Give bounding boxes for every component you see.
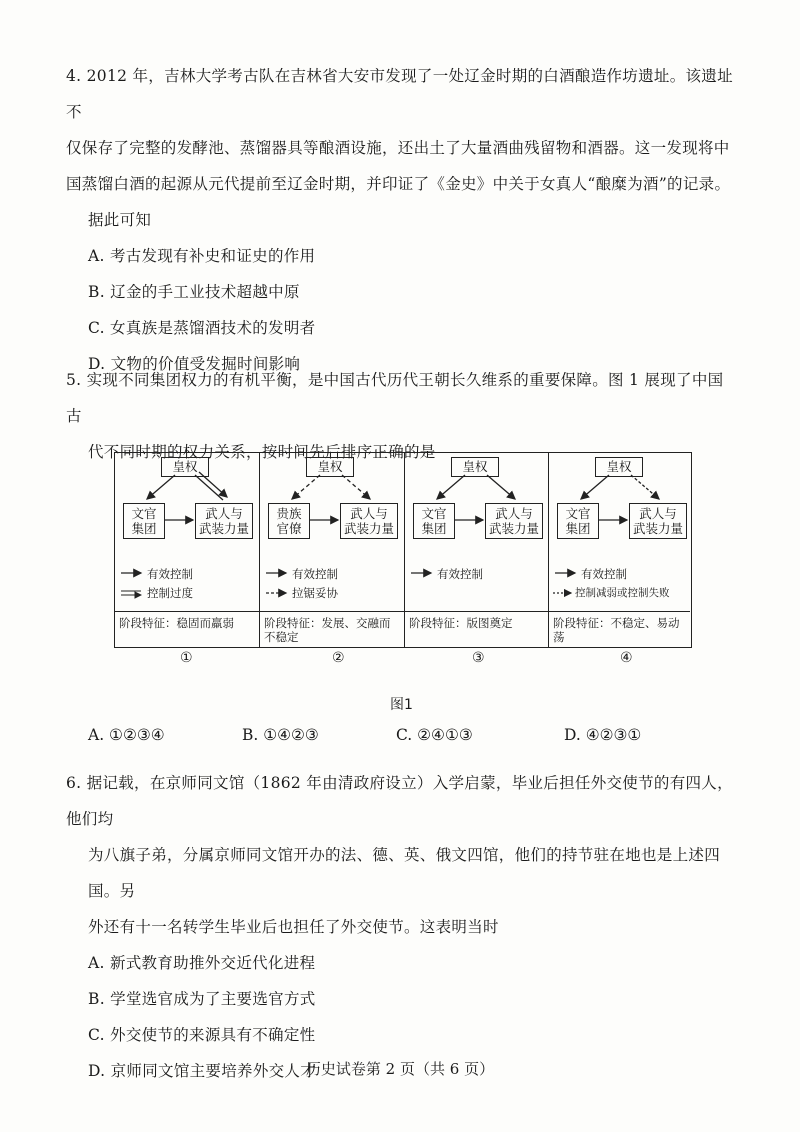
question-4 [66,58,736,382]
q6-option-c[interactable]: C. 外交使节的来源具有不确定性 [88,1026,316,1044]
q6-stem-line: 外还有十一名转学生毕业后也担任了外交使节。这表明当时 [88,918,499,936]
panel-1-emperor-box: 皇权 [161,457,209,477]
panel-2-stage: 阶段特征：发展、交融而不稳定 [260,611,404,644]
panel-4-legend-weakened: 控制减弱或控制失败 [575,587,670,599]
panel-1-number: ① [180,650,193,666]
panel-2-legend-effective: 有效控制 [292,567,338,581]
q4-stem-line: 仅保存了完整的发酵池、蒸馏器具等酿酒设施，还出土了大量酒曲残留物和酒器。这一发现将中 [66,139,730,157]
q4-option-d[interactable]: D. 文物的价值受发掘时间影响 [88,355,301,373]
panel-2-number: ② [332,650,345,666]
q4-option-a[interactable]: A. 考古发现有补史和证史的作用 [88,247,316,265]
panel-1-legend-effective: 有效控制 [147,567,193,581]
q5-option-c[interactable]: C. ②④①③ [396,726,473,744]
q6-stem-line: 为八旗子弟，分属京师同文馆开办的法、德、英、俄文四馆，他们的持节驻在地也是上述四国。另 [88,846,721,900]
panel-3-right-box: 武人与 武装力量 [485,503,543,539]
panel-2-emperor-box: 皇权 [306,457,354,477]
q4-option-c[interactable]: C. 女真族是蒸馏酒技术的发明者 [88,319,316,337]
figure-panel-3 [405,453,549,647]
panel-4-legend-effective: 有效控制 [581,567,627,581]
figure-1 [114,452,692,648]
panel-4-left-box: 文官 集团 [557,503,599,539]
q6-option-a[interactable]: A. 新式教育助推外交近代化进程 [88,954,316,972]
q5-option-b[interactable]: B. ①④②③ [242,726,319,744]
panel-3-legend-effective: 有效控制 [437,567,483,581]
panel-2-legend-compromise: 拉锯妥协 [292,586,338,600]
q4-stem-line: 国蒸馏白酒的起源从元代提前至辽金时期，并印证了《金史》中关于女真人“酿糜为酒”的记录。 [66,175,731,193]
panel-2-right-box: 武人与 武装力量 [340,503,398,539]
panel-1-right-box: 武人与 武装力量 [195,503,253,539]
panel-2-left-box: 贵族 官僚 [268,503,310,539]
panel-4-right-box: 武人与 武装力量 [629,503,687,539]
panel-4-emperor-box: 皇权 [595,457,643,477]
question-6 [66,765,736,1089]
figure-panel-4 [549,453,690,647]
page-footer: 历史试卷第 2 页（共 6 页） [305,1060,495,1078]
q5-option-a[interactable]: A. ①②③④ [88,726,165,744]
panel-1-legend-excessive: 控制过度 [147,586,193,600]
q5-option-d[interactable]: D. ④②③① [564,726,642,744]
q4-option-b[interactable]: B. 辽金的手工业技术超越中原 [88,283,300,301]
q5-stem-line: 5. 实现不同集团权力的有机平衡，是中国古代历代王朝长久维系的重要保障。图 1 展现了中国古 [66,371,724,425]
panel-3-emperor-box: 皇权 [451,457,499,477]
q6-option-d[interactable]: D. 京师同文馆主要培养外交人才 [88,1062,317,1080]
figure-caption: 图1 [390,697,413,713]
q4-stem-line: 4. 2012 年，吉林大学考古队在吉林省大安市发现了一处辽金时期的白酒酿造作坊遗址。该遗址不 [66,67,733,121]
panel-3-left-box: 文官 集团 [413,503,455,539]
q6-stem-line: 6. 据记载，在京师同文馆（1862 年由清政府设立）入学启蒙，毕业后担任外交使节的有四人，他们均 [66,774,733,828]
panel-3-number: ③ [472,650,485,666]
q5-stem-line: 代不同时期的权力关系，按时间先后排序正确的是 [88,443,436,461]
figure-panel-2 [260,453,405,647]
panel-4-number: ④ [620,650,633,666]
q4-stem-line: 据此可知 [88,211,152,229]
panel-1-stage: 阶段特征：稳固而羸弱 [115,611,259,630]
figure-panel-1 [115,453,260,647]
panel-1-left-box: 文官 集团 [123,503,165,539]
panel-4-stage: 阶段特征：不稳定、易动荡 [549,611,690,644]
panel-3-stage: 阶段特征：版图奠定 [405,611,548,630]
q6-option-b[interactable]: B. 学堂选官成为了主要选官方式 [88,990,316,1008]
